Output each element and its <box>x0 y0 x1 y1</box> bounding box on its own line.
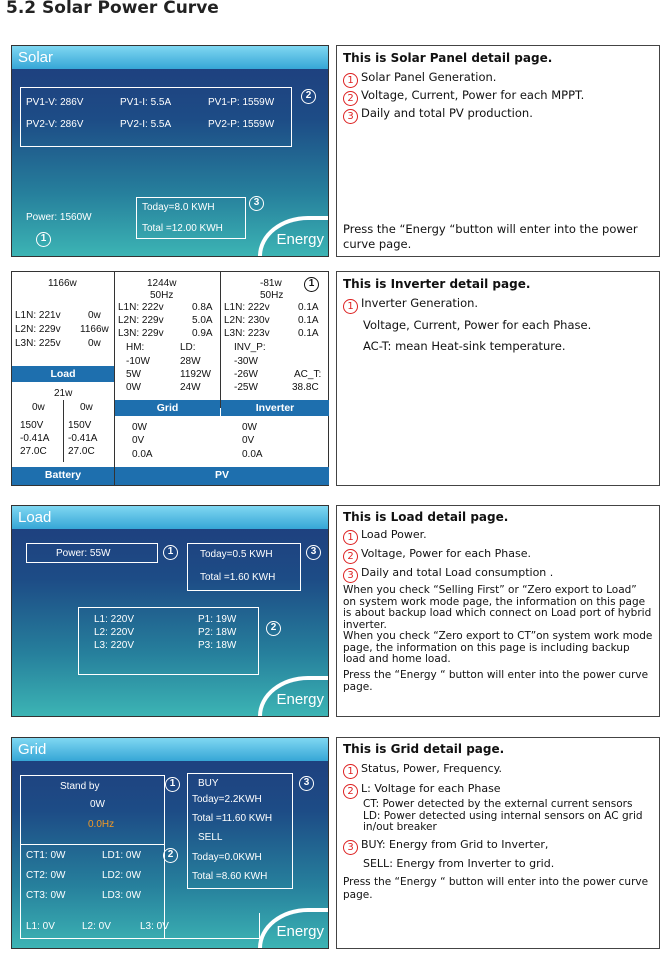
load-desc-3: Daily and total Load consumption . <box>361 566 554 579</box>
grid-desc-3b: SELL: Energy from Inverter to grid. <box>363 856 555 870</box>
act-label: AC_T: <box>294 369 322 380</box>
pv1-power: PV1-P: 1559W <box>208 97 275 108</box>
ld3: LD3: 0W <box>102 890 141 901</box>
grid-status: Stand by <box>60 781 100 792</box>
battery-a-v: 150V <box>20 420 44 431</box>
pv-b-v: 0V <box>242 435 255 446</box>
callout-1: 1 <box>304 277 319 292</box>
load-p1: P1: 19W <box>198 614 237 625</box>
load-p3: P3: 18W <box>198 640 237 651</box>
battery-b-v: 150V <box>68 420 92 431</box>
pv2-voltage: PV2-V: 286V <box>26 119 84 130</box>
solar-screen <box>11 45 329 257</box>
callout-3: 3 <box>306 545 321 560</box>
load-bar: Load <box>12 366 114 382</box>
load-power: 1166w <box>48 278 77 289</box>
num-1: 1 <box>343 764 358 779</box>
inv-desc-1b: Voltage, Current, Power for each Phase. <box>363 318 592 332</box>
pv1-current: PV1-I: 5.5A <box>120 97 172 108</box>
grid-l2a: 5.0A <box>192 315 213 326</box>
invp-3: -25W <box>234 382 258 393</box>
callout-1: 1 <box>163 545 178 560</box>
grid-frequency: 0.0Hz <box>88 819 115 830</box>
divider <box>63 400 64 462</box>
callout-3: 3 <box>249 196 264 211</box>
inv-l3a: 0.1A <box>298 328 319 339</box>
load-total: Total =1.60 KWH <box>200 572 276 583</box>
buy-today: Today=2.2KWH <box>192 794 262 805</box>
solar-desc-3: Daily and total PV production. <box>361 106 533 120</box>
load-l3w: 0w <box>88 338 101 349</box>
num-2: 2 <box>343 549 358 564</box>
act-value: 38.8C <box>292 382 319 393</box>
grid-desc-1: Status, Power, Frequency. <box>361 762 503 775</box>
mppt-box <box>20 87 292 147</box>
invp-1: -30W <box>234 356 258 367</box>
pv-bar: PV <box>115 467 329 485</box>
solar-description <box>336 45 660 257</box>
ld-1: 28W <box>180 356 201 367</box>
load-l2: L2: 220V <box>94 627 135 638</box>
buy-total: Total =11.60 KWH <box>192 813 273 824</box>
inv-l2a: 0.1A <box>298 315 319 326</box>
num-3: 3 <box>343 840 358 855</box>
callout-1: 1 <box>165 777 180 792</box>
num-1: 1 <box>343 73 358 88</box>
grid-desc-2: L: Voltage for each Phase <box>361 782 501 795</box>
callout-2: 2 <box>266 621 281 636</box>
callout-3: 3 <box>299 776 314 791</box>
pv-a-v: 0V <box>132 435 145 446</box>
load-screen <box>11 505 329 717</box>
grid-header: Grid <box>12 738 328 761</box>
grid-bar: Grid <box>115 400 220 416</box>
load-desc-2: Voltage, Power for each Phase. <box>361 547 531 560</box>
battery-b-a: -0.41A <box>68 433 98 444</box>
callout-2: 2 <box>163 848 178 863</box>
inverter-screen <box>11 271 329 486</box>
load-desc-p1: When you check “Selling First” or “Zero export to Load” on system work mode page, the information on this page is about backup load which connect on Load port of hybrid inverter. <box>343 584 652 631</box>
ld2: LD2: 0W <box>102 870 141 881</box>
grid-desc-3: BUY: Energy from Grid to Inverter, <box>361 837 549 851</box>
load-l1: L1: 220V <box>94 614 135 625</box>
divider <box>220 272 221 408</box>
load-desc-p2: When you check “Zero export to CT”on system work mode page, the information on this page is including backup load and home load. <box>343 630 653 665</box>
load-header: Load <box>12 506 328 529</box>
load-l3: L3: 220V <box>94 640 135 651</box>
battery-power: 21w <box>54 388 73 399</box>
grid-desc-footer: Press the “Energy “ button will enter into the power curve page. <box>343 875 649 901</box>
pv1-voltage: PV1-V: 286V <box>26 97 84 108</box>
ct3: CT3: 0W <box>26 890 66 901</box>
grid-description <box>336 737 660 949</box>
sell-today: Today=0.0KWH <box>192 852 262 863</box>
battery-a-a: -0.41A <box>20 433 50 444</box>
grid-l1: L1: 0V <box>26 921 55 932</box>
load-l2w: 1166w <box>80 324 109 335</box>
battery-bar: Battery <box>12 467 114 485</box>
ld-label: LD: <box>180 342 196 353</box>
grid-desc-title: This is Grid detail page. <box>343 742 505 756</box>
inv-desc-1: Inverter Generation. <box>361 296 479 310</box>
inv-power: -81w <box>260 278 282 289</box>
num-1: 1 <box>343 299 358 314</box>
inv-desc-2: AC-T: mean Heat-sink temperature. <box>363 339 566 353</box>
load-l1w: 0w <box>88 310 101 321</box>
energy-button[interactable]: Energy <box>276 691 324 708</box>
inv-freq: 50Hz <box>260 290 284 301</box>
num-3: 3 <box>343 109 358 124</box>
load-l3n: L3N: 225v <box>15 338 61 349</box>
load-l2n: L2N: 229v <box>15 324 61 335</box>
callout-2: 2 <box>301 89 316 104</box>
num-3: 3 <box>343 568 358 583</box>
hm-2: 5W <box>126 369 141 380</box>
energy-button[interactable]: Energy <box>276 231 324 248</box>
grid-power: 0W <box>90 799 105 810</box>
grid-screen <box>11 737 329 949</box>
load-description <box>336 505 660 717</box>
pv-a-w: 0W <box>132 422 147 433</box>
inv-l2n: L2N: 230v <box>224 315 270 326</box>
inv-l1a: 0.1A <box>298 302 319 313</box>
battery-b-w: 0w <box>80 402 93 413</box>
grid-l3: L3: 0V <box>140 921 169 932</box>
callout-1: 1 <box>36 232 51 247</box>
invp-label: INV_P: <box>234 342 266 353</box>
solar-desc-footer: Press the “Energy “button will enter into the power curve page. <box>343 222 638 251</box>
grid-desc-2a: CT: Power detected by the external current sensors <box>363 798 633 810</box>
invp-2: -26W <box>234 369 258 380</box>
num-1: 1 <box>343 530 358 545</box>
ct2: CT2: 0W <box>26 870 66 881</box>
hm-label: HM: <box>126 342 145 353</box>
energy-button[interactable]: Energy <box>276 923 324 940</box>
grid-l1n: L1N: 222v <box>118 302 164 313</box>
solar-desc-2: Voltage, Current, Power for each MPPT. <box>361 88 585 102</box>
battery-a-c: 27.0C <box>20 446 47 457</box>
solar-today: Today=8.0 KWH <box>142 202 215 213</box>
inv-l3n: L3N: 223v <box>224 328 270 339</box>
load-desc-footer: Press the “Energy “ button will enter into the power curve page. <box>343 668 649 693</box>
divider <box>114 272 115 485</box>
grid-l2: L2: 0V <box>82 921 111 932</box>
solar-power: Power: 1560W <box>26 212 92 223</box>
ld-3: 24W <box>180 382 201 393</box>
inv-desc-title: This is Inverter detail page. <box>343 277 531 291</box>
buy-label: BUY <box>198 778 219 789</box>
solar-header: Solar <box>12 46 328 69</box>
battery-b-c: 27.0C <box>68 446 95 457</box>
solar-total: Total =12.00 KWH <box>142 223 223 234</box>
load-desc-title: This is Load detail page. <box>343 510 509 524</box>
pv-b-a: 0.0A <box>242 449 263 460</box>
pv2-power: PV2-P: 1559W <box>208 119 275 130</box>
inverter-description <box>336 271 660 486</box>
num-2: 2 <box>343 784 358 799</box>
load-power: Power: 55W <box>56 548 111 559</box>
ld-2: 1192W <box>180 369 211 380</box>
load-today: Today=0.5 KWH <box>200 549 273 560</box>
grid-l3a: 0.9A <box>192 328 213 339</box>
hm-3: 0W <box>126 382 141 393</box>
grid-l1a: 0.8A <box>192 302 213 313</box>
ct1: CT1: 0W <box>26 850 66 861</box>
pv2-current: PV2-I: 5.5A <box>120 119 172 130</box>
grid-power: 1244w <box>147 278 177 289</box>
load-l1n: L1N: 221v <box>15 310 61 321</box>
section-title: 5.2 Solar Power Curve <box>6 0 219 18</box>
inverter-bar: Inverter <box>221 400 329 416</box>
pv-b-w: 0W <box>242 422 257 433</box>
ld1: LD1: 0W <box>102 850 141 861</box>
solar-desc-title: This is Solar Panel detail page. <box>343 51 553 65</box>
sell-label: SELL <box>198 832 223 843</box>
hm-1: -10W <box>126 356 150 367</box>
pv-a-a: 0.0A <box>132 449 153 460</box>
battery-a-w: 0w <box>32 402 45 413</box>
grid-l3n: L3N: 229v <box>118 328 164 339</box>
sell-total: Total =8.60 KWH <box>192 871 268 882</box>
inv-l1n: L1N: 222v <box>224 302 270 313</box>
num-2: 2 <box>343 91 358 106</box>
grid-desc-2b: LD: Power detected using internal sensors on AC grid in/out breaker <box>363 809 643 833</box>
load-p2: P2: 18W <box>198 627 237 638</box>
grid-freq: 50Hz <box>150 290 174 301</box>
grid-l2n: L2N: 229v <box>118 315 164 326</box>
solar-desc-1: Solar Panel Generation. <box>361 70 497 84</box>
load-desc-1: Load Power. <box>361 528 427 541</box>
